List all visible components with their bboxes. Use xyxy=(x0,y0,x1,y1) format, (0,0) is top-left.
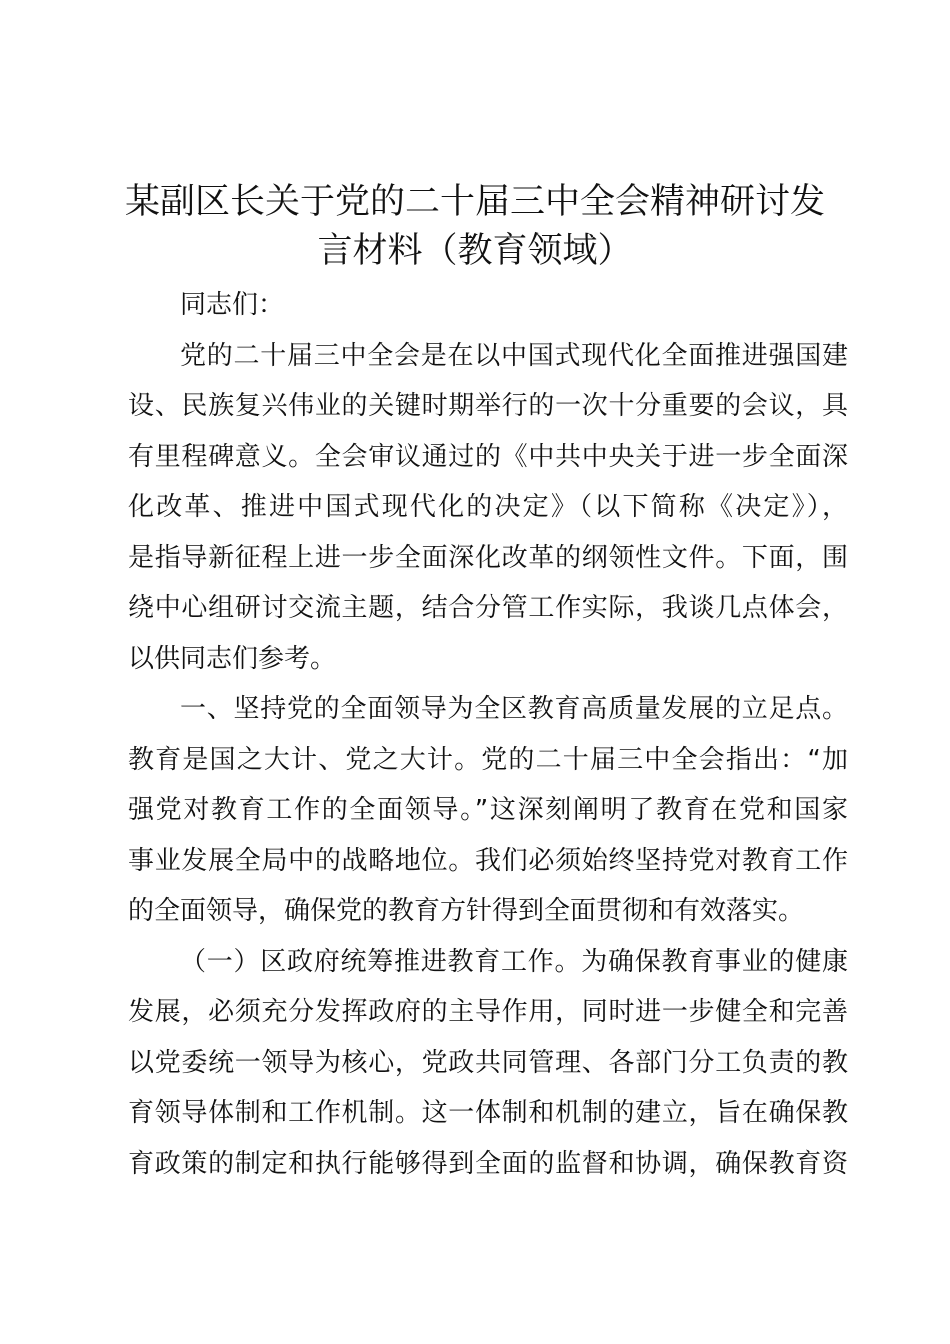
document-title xyxy=(100,178,850,276)
paragraph-subsection-1 xyxy=(128,937,848,1190)
greeting: 同志们： xyxy=(180,290,285,320)
paragraph-line: 是指导新征程上进一步全面深化改革的纲领性文件。下面，围 xyxy=(128,542,848,573)
subsection-heading-line: （一）区政府统筹推进教育工作。为确保教育事业的健康 xyxy=(180,946,848,977)
paragraph-line: 育领导体制和工作机制。这一体制和机制的建立，旨在确保教 xyxy=(128,1098,848,1128)
section-heading-line: 一、坚持党的全面领导为全区教育高质量发展的立足点。 xyxy=(180,694,848,724)
paragraph-line: 育政策的制定和执行能够得到全面的监督和协调，确保教育资 xyxy=(128,1148,848,1179)
title-line-1: 某副区长关于党的二十届三中全会精神研讨发 xyxy=(124,182,825,222)
paragraph-line: 绕中心组研讨交流主题，结合分管工作实际，我谈几点体会， xyxy=(128,593,848,623)
paragraph-line: 设、民族复兴伟业的关键时期举行的一次十分重要的会议，具 xyxy=(128,391,848,421)
paragraph-line: 教育是国之大计、党之大计。党的二十届三中全会指出：“加 xyxy=(128,744,848,775)
paragraph-line: 事业发展全局中的战略地位。我们必须始终坚持党对教育工作 xyxy=(128,845,848,876)
paragraph-line: 以党委统一领导为核心，党政共同管理、各部门分工负责的教 xyxy=(128,1047,848,1078)
paragraph-line: 有里程碑意义。全会审议通过的《中共中央关于进一步全面深 xyxy=(128,441,848,472)
paragraph-line: 党的二十届三中全会是在以中国式现代化全面推进强国建 xyxy=(180,340,848,371)
document-body xyxy=(128,280,848,1189)
paragraph-line: 强党对教育工作的全面领导。”这深刻阐明了教育在党和国家 xyxy=(128,795,848,825)
paragraph-line: 发展，必须充分发挥政府的主导作用，同时进一步健全和完善 xyxy=(128,997,848,1027)
title-line-2: 言材料（教育领域） xyxy=(317,231,633,271)
paragraph-intro xyxy=(128,331,848,685)
paragraph-line: 以供同志们参考。 xyxy=(128,643,337,674)
paragraph-section-1 xyxy=(128,684,848,937)
paragraph-line: 化改革、推进中国式现代化的决定》（以下简称《决定》）， xyxy=(128,492,848,522)
paragraph-line: 的全面领导，确保党的教育方针得到全面贯彻和有效落实。 xyxy=(128,896,805,926)
